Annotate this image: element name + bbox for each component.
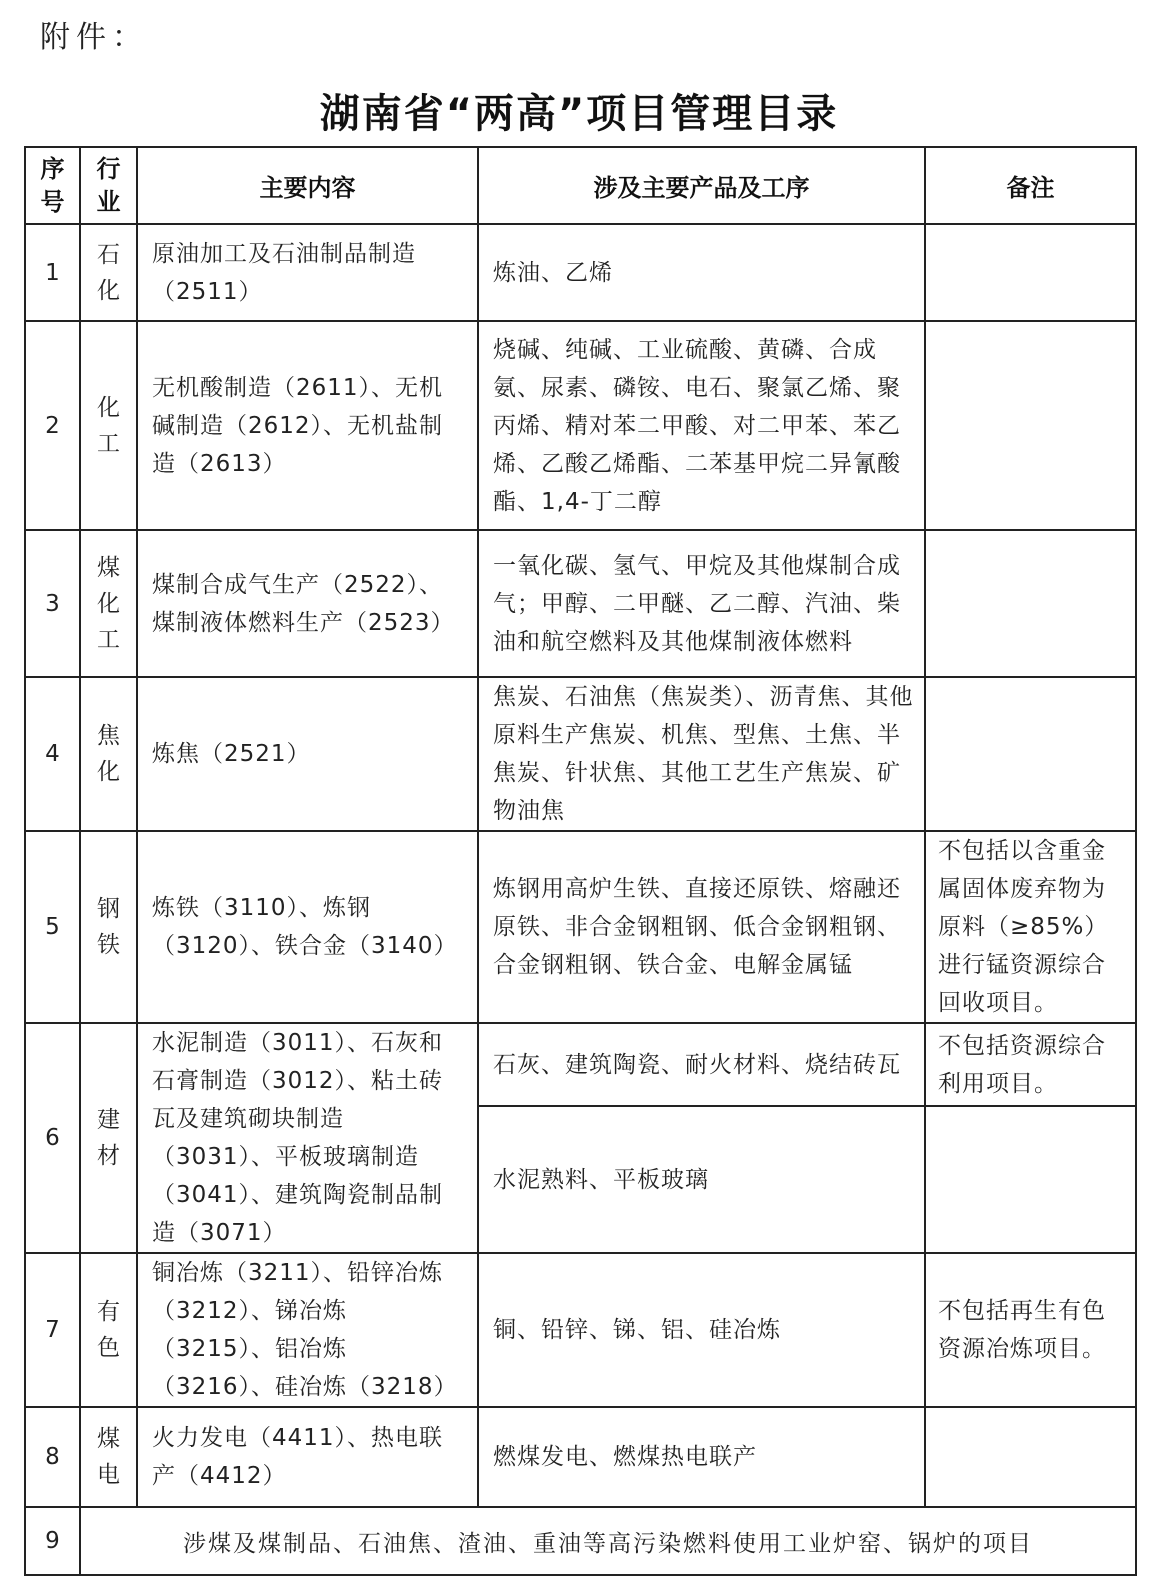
row-notes: 不包括再生有色资源冶炼项目。 [925,1253,1136,1407]
table-row [25,1253,1136,1407]
row-products: 水泥熟料、平板玻璃 [478,1106,925,1253]
row-notes: 不包括以含重金属固体废弃物为原料（≥85%）进行锰资源综合回收项目。 [925,831,1136,1023]
row-main: 铜冶炼（3211）、铅锌冶炼（3212）、锑冶炼（3215）、铝冶炼（3216）、硅冶炼（3218） [137,1253,478,1407]
row-no: 9 [25,1507,80,1575]
row-no: 7 [25,1253,80,1407]
row-products: 一氧化碳、氢气、甲烷及其他煤制合成气；甲醇、二甲醚、乙二醇、汽油、柴油和航空燃料及其他煤制液体燃料 [478,530,925,677]
row-no: 6 [25,1023,80,1253]
header-main: 主要内容 [137,147,478,224]
row-industry: 有色 [80,1253,137,1407]
row-no: 8 [25,1407,80,1507]
row-main: 无机酸制造（2611）、无机碱制造（2612）、无机盐制造（2613） [137,321,478,530]
row-notes [925,530,1136,677]
row-no: 1 [25,224,80,321]
table-row [25,1407,1136,1507]
table-row [25,321,1136,530]
row-main: 炼焦（2521） [137,677,478,831]
row-products: 石灰、建筑陶瓷、耐火材料、烧结砖瓦 [478,1023,925,1106]
row-notes [925,677,1136,831]
row-main: 炼铁（3110）、炼钢（3120）、铁合金（3140） [137,831,478,1023]
table-row [25,1023,1136,1106]
catalog-table [24,146,1137,1576]
row-industry: 建材 [80,1023,137,1253]
table-row [25,831,1136,1023]
header-row [25,147,1136,224]
row-main: 煤制合成气生产（2522）、煤制液体燃料生产（2523） [137,530,478,677]
row-industry: 钢铁 [80,831,137,1023]
row-main: 火力发电（4411）、热电联产（4412） [137,1407,478,1507]
row-industry: 焦化 [80,677,137,831]
row-no: 4 [25,677,80,831]
row-notes [925,1407,1136,1507]
table-row [25,224,1136,321]
row-industry: 煤电 [80,1407,137,1507]
row-industry: 煤化工 [80,530,137,677]
header-notes: 备注 [925,147,1136,224]
row-no: 5 [25,831,80,1023]
row-no: 2 [25,321,80,530]
table-row [25,530,1136,677]
row-main: 水泥制造（3011）、石灰和石膏制造（3012）、粘土砖瓦及建筑砌块制造（3031）、平板玻璃制造（3041）、建筑陶瓷制品制造（3071） [137,1023,478,1253]
page-title: 湖南省“两高”项目管理目录 [319,91,839,137]
header-no: 序号 [25,147,80,224]
row-notes [925,321,1136,530]
row-no: 3 [25,530,80,677]
attachment-label: 附件： [40,20,148,55]
row-industry: 化工 [80,321,137,530]
row-products: 烧碱、纯碱、工业硫酸、黄磷、合成氨、尿素、磷铵、电石、聚氯乙烯、聚丙烯、精对苯二甲酸、对二甲苯、苯乙烯、乙酸乙烯酯、二苯基甲烷二异氰酸酯、1,4-丁二醇 [478,321,925,530]
row-products: 燃煤发电、燃煤热电联产 [478,1407,925,1507]
table-row [25,1507,1136,1575]
row-main: 原油加工及石油制品制造（2511） [137,224,478,321]
table-row [25,677,1136,831]
row-products: 铜、铅锌、锑、铝、硅冶炼 [478,1253,925,1407]
row-products: 炼油、乙烯 [478,224,925,321]
row-wide-content: 涉煤及煤制品、石油焦、渣油、重油等高污染燃料使用工业炉窑、锅炉的项目 [80,1507,1136,1575]
header-industry: 行业 [80,147,137,224]
row-notes: 不包括资源综合利用项目。 [925,1023,1136,1106]
header-products: 涉及主要产品及工序 [478,147,925,224]
row-notes [925,1106,1136,1253]
row-industry: 石化 [80,224,137,321]
row-products: 焦炭、石油焦（焦炭类）、沥青焦、其他原料生产焦炭、机焦、型焦、土焦、半焦炭、针状焦、其他工艺生产焦炭、矿物油焦 [478,677,925,831]
row-notes [925,224,1136,321]
row-products: 炼钢用高炉生铁、直接还原铁、熔融还原铁、非合金钢粗钢、低合金钢粗钢、合金钢粗钢、铁合金、电解金属锰 [478,831,925,1023]
